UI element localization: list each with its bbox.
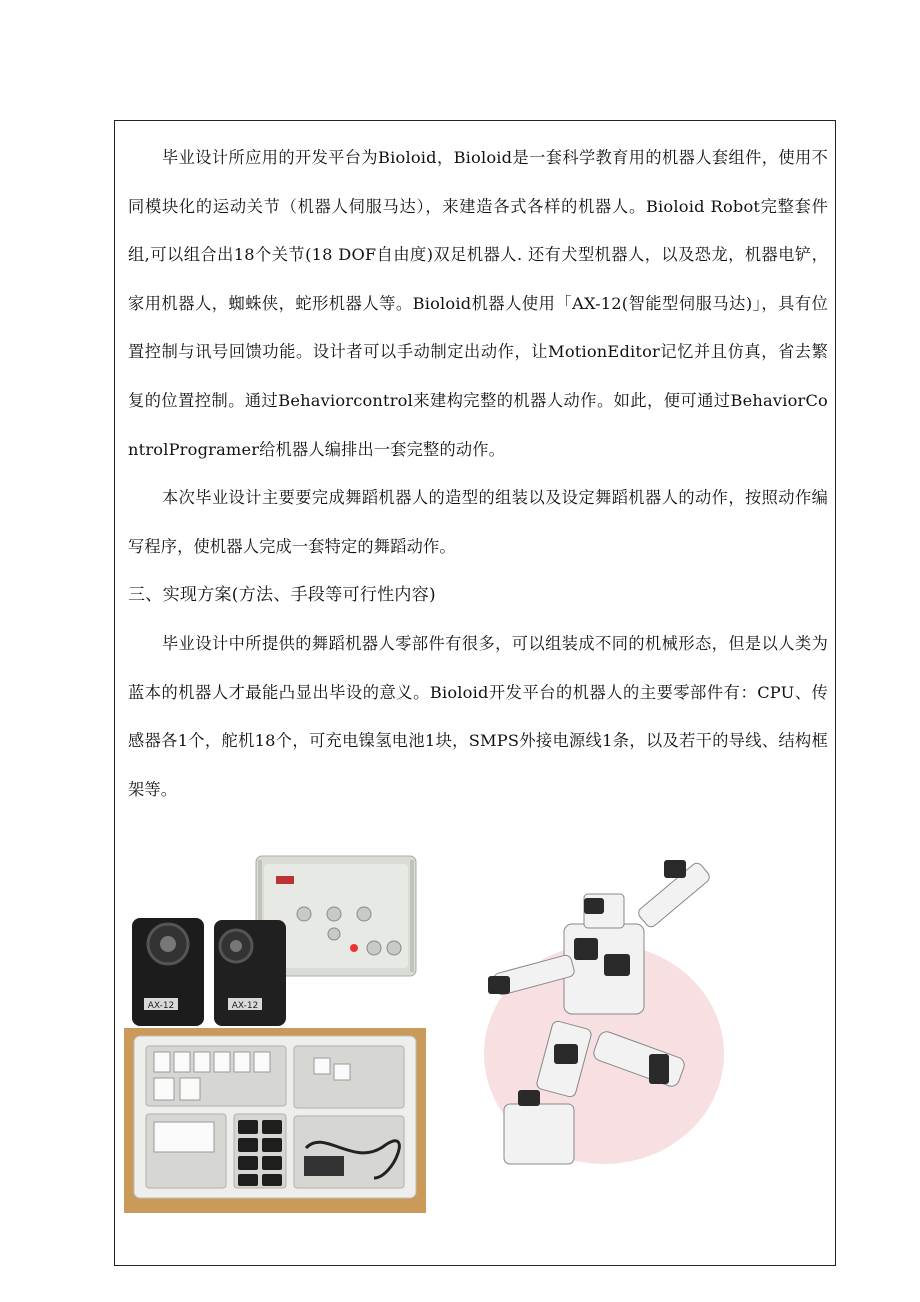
humanoid-robot-photo	[434, 854, 764, 1194]
section-heading-implementation: 三、实现方案(方法、手段等可行性内容)	[128, 585, 436, 606]
paragraph-bioloid-intro: 毕业设计所应用的开发平台为Bioloid，Bioloid是一套科学教育用的机器人套组件，使用不同模块化的运动关节（机器人伺服马达），来建造各式各样的机器人。Bioloid Robot完整套件组,可以组合出18个关节(18 DOF自由度)双足机器人. 还有犬型机器人，以及恐龙，机器电铲，家用机器人，蜘蛛侠，蛇形机器人等。Bioloid机器人使用「AX-12(智能型伺服马达)」，具有位置控制与讯号回馈功能。设计者可以手动制定出动作，让MotionEditor记忆并且仿真，省去繁复的位置控制。通过Behaviorcontrol来建构完整的机器人动作。如此，便可通过BehaviorControlProgramer给机器人编排出一套完整的动作。	[128, 148, 828, 459]
document-body	[128, 134, 828, 814]
figure-area	[124, 848, 824, 1218]
servo-label-text: AX-12	[147, 1001, 175, 1011]
servo-motor-image	[132, 918, 204, 1026]
servo-controller-photo	[124, 848, 424, 1033]
kit-box-photo	[124, 1028, 426, 1213]
paragraph-components: 毕业设计中所提供的舞蹈机器人零部件有很多，可以组装成不同的机械形态，但是以人类为蓝本的机器人才最能凸显出毕设的意义。Bioloid开发平台的机器人的主要零部件有：CPU、传感器各1个，舵机18个，可充电镍氢电池1块，SMPS外接电源线1条，以及若干的导线、结构框架等。	[128, 633, 828, 799]
servo-motor-image	[214, 920, 286, 1026]
paragraph-project-goal: 本次毕业设计主要要完成舞蹈机器人的造型的组装以及设定舞蹈机器人的动作，按照动作编写程序，使机器人完成一套特定的舞蹈动作。	[128, 488, 828, 556]
servo-label-text: AX-12	[231, 1001, 259, 1011]
